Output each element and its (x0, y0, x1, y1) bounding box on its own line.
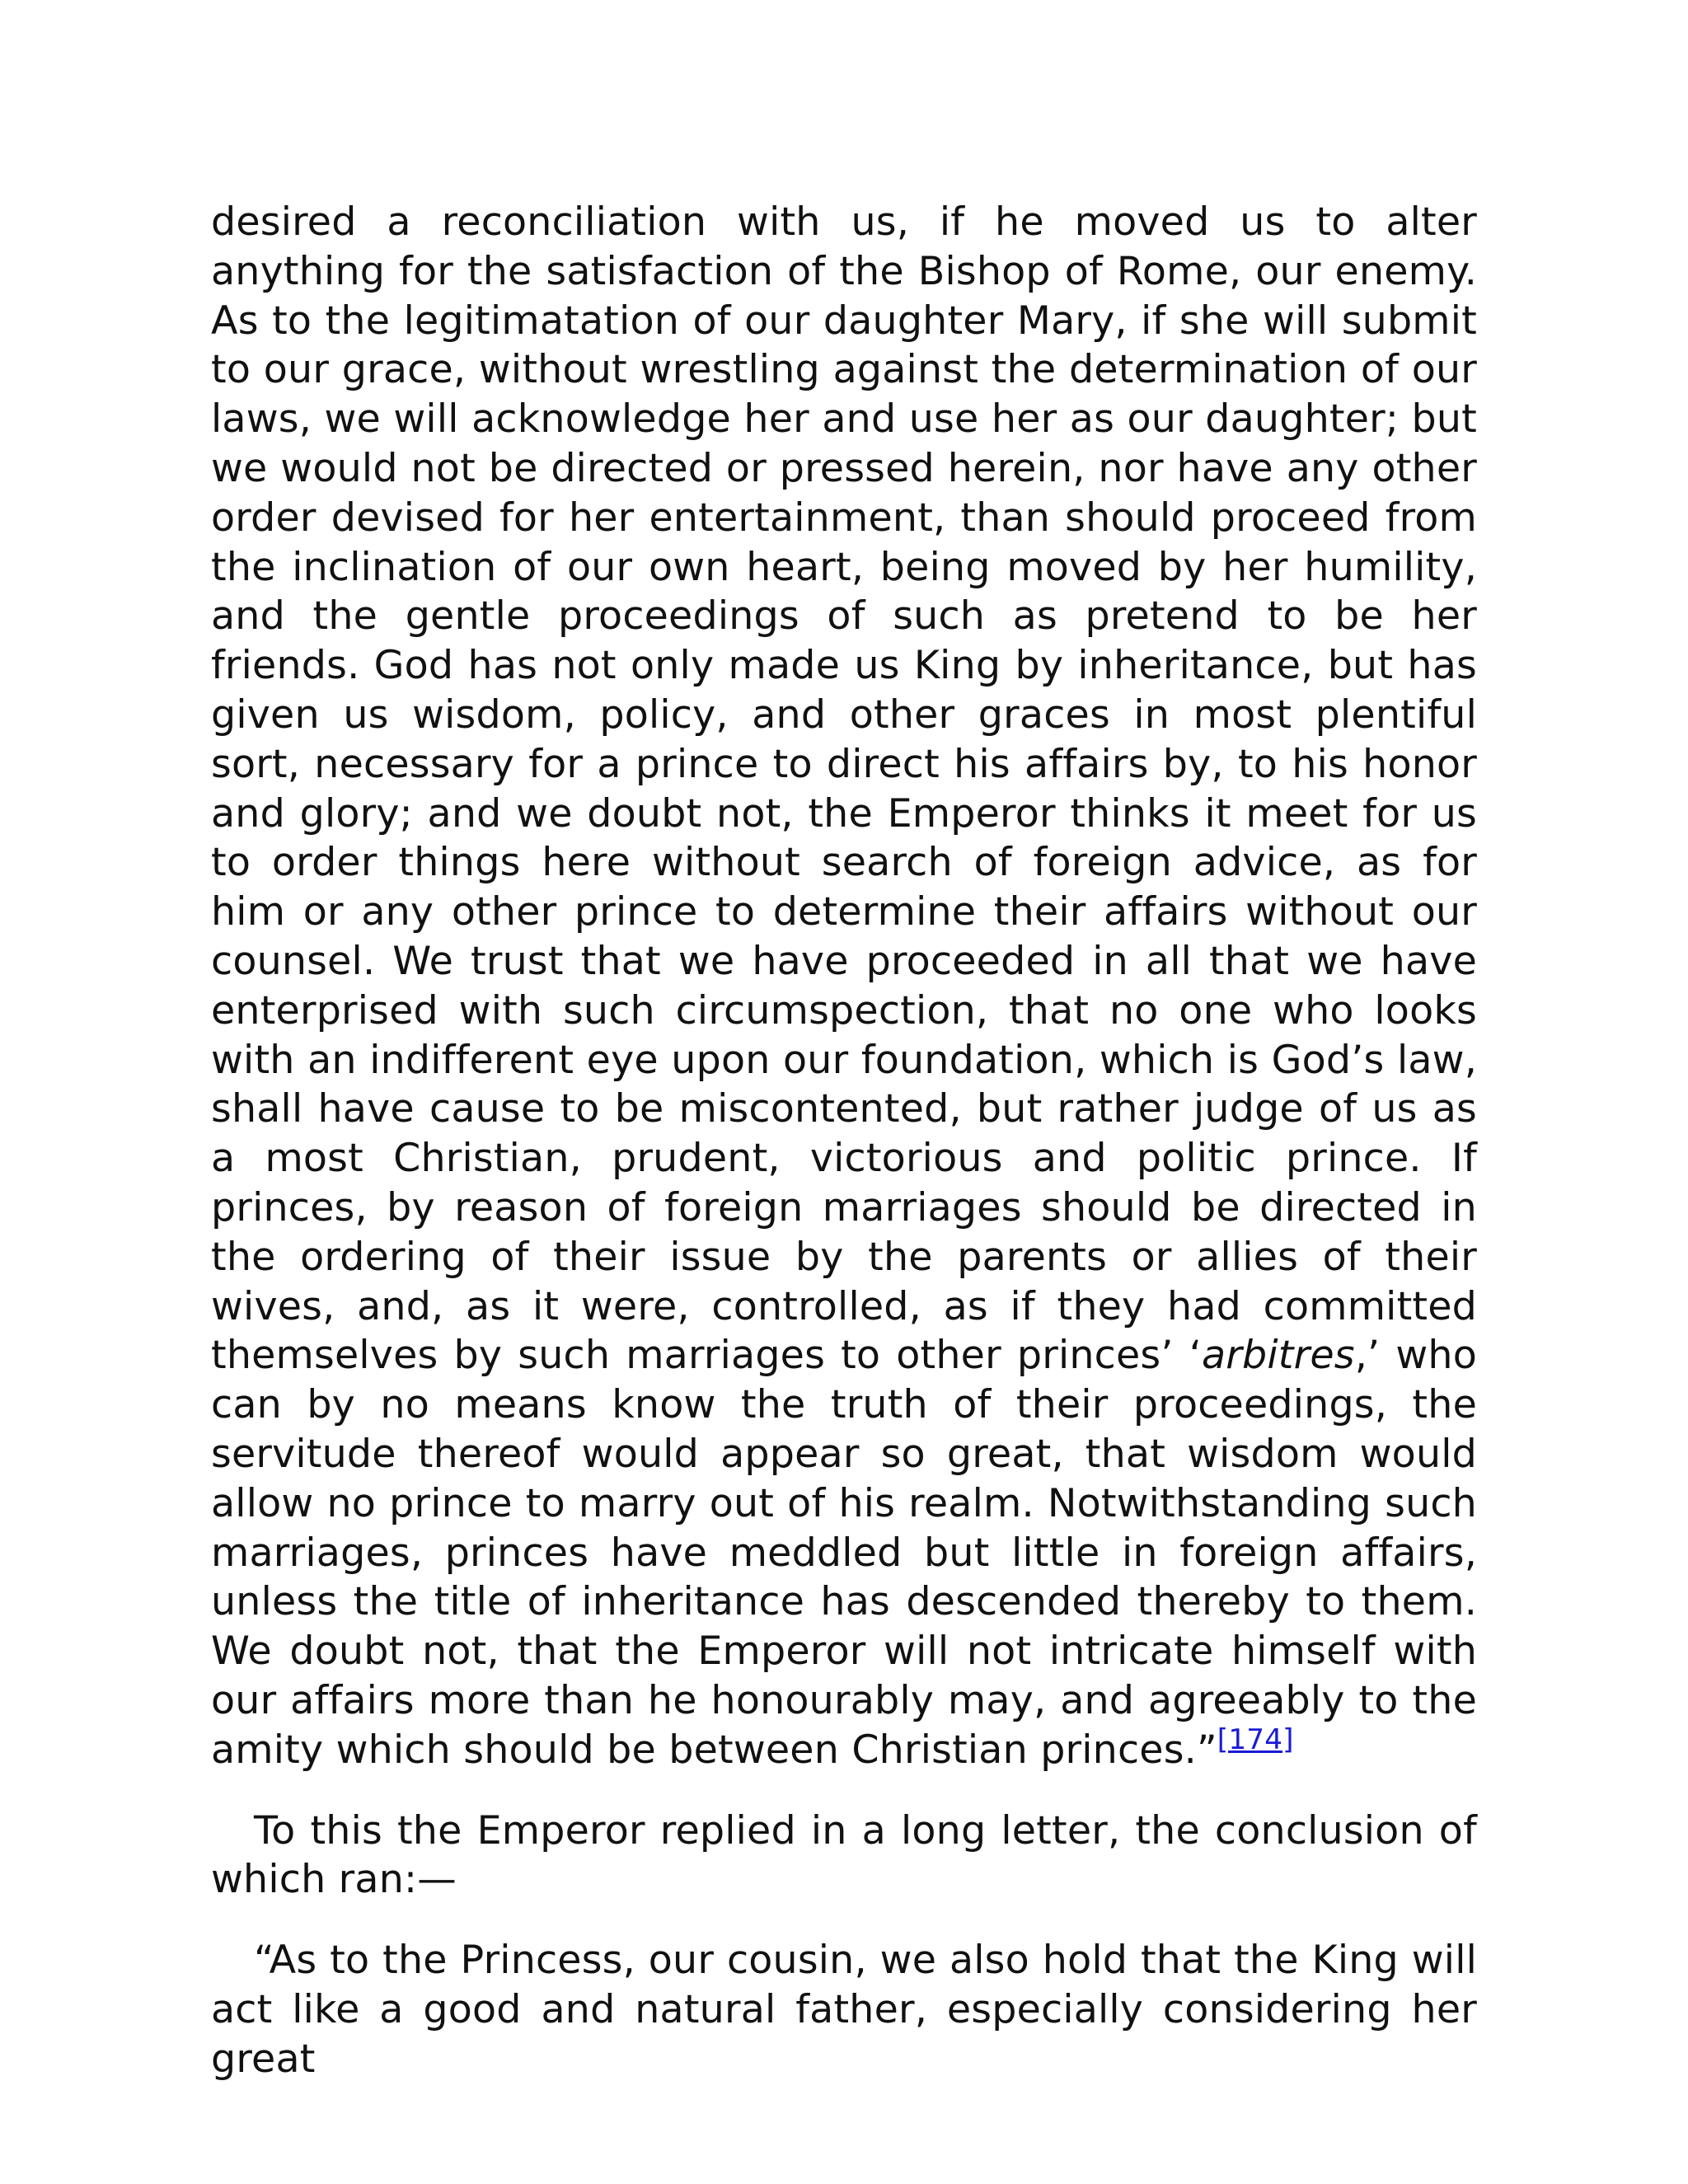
footnote-link[interactable]: [174] (1217, 1722, 1294, 1756)
letter-text-after: ,’ who can by no means know the truth of their proceedings, the servitude thereof would appear so great, that wisdom would allow no prince to marry out of his realm. Notwithstanding such marriages, princes have meddled but little in foreign affairs, unless the title of inheritance has descended thereby to them. We doubt not, that the Emperor will not intricate himself with our affairs more than he honourably may, and agreeably to the amity which should be between Christian princes.” (211, 1333, 1477, 1773)
letter-text-before: desired a reconciliation with us, if he moved us to alter anything for the satisfaction of the Bishop of Rome, our enemy. As to the legitimatation of our daughter Mary, if she will submit to our grace, without wrestling against the determination of our laws, we will acknowledge her and use her as our daughter; but we would not be directed or pressed herein, nor have any other order devised for her entertainment, than should proceed from the inclination of our own heart, being moved by her humility, and the gentle proceedings of such as pretend to be her friends. God has not only made us King by inheritance, but has given us wisdom, policy, and other graces in most plentiful sort, necessary for a prince to direct his affairs by, to his honor and glory; and we doubt not, the Emperor thinks it meet for us to order things here without search of foreign advice, as for him or any other prince to determine their affairs without our counsel. We trust that we have proceeded in all that we have enterprised with such circumspection, that no one who looks with an indifferent eye upon our foundation, which is God’s law, shall have cause to be miscontented, but rather judge of us as a most Christian, prudent, victorious and politic prince. If princes, by reason of foreign marriages should be directed in the ordering of their issue by the parents or allies of their wives, and, as it were, controlled, as if they had committed themselves by such marriages to other princes’ ‘ (211, 199, 1477, 1379)
narrative-paragraph: To this the Emperor replied in a long letter, the conclusion of which ran:— (211, 1807, 1477, 1903)
italic-term: arbitres (1202, 1333, 1355, 1379)
letter-paragraph (211, 198, 1477, 1775)
page-text (211, 198, 1477, 2083)
quote-paragraph: “As to the Princess, our cousin, we also hold that the King will act like a good and natural father, especially considering her great (211, 1938, 1477, 2082)
